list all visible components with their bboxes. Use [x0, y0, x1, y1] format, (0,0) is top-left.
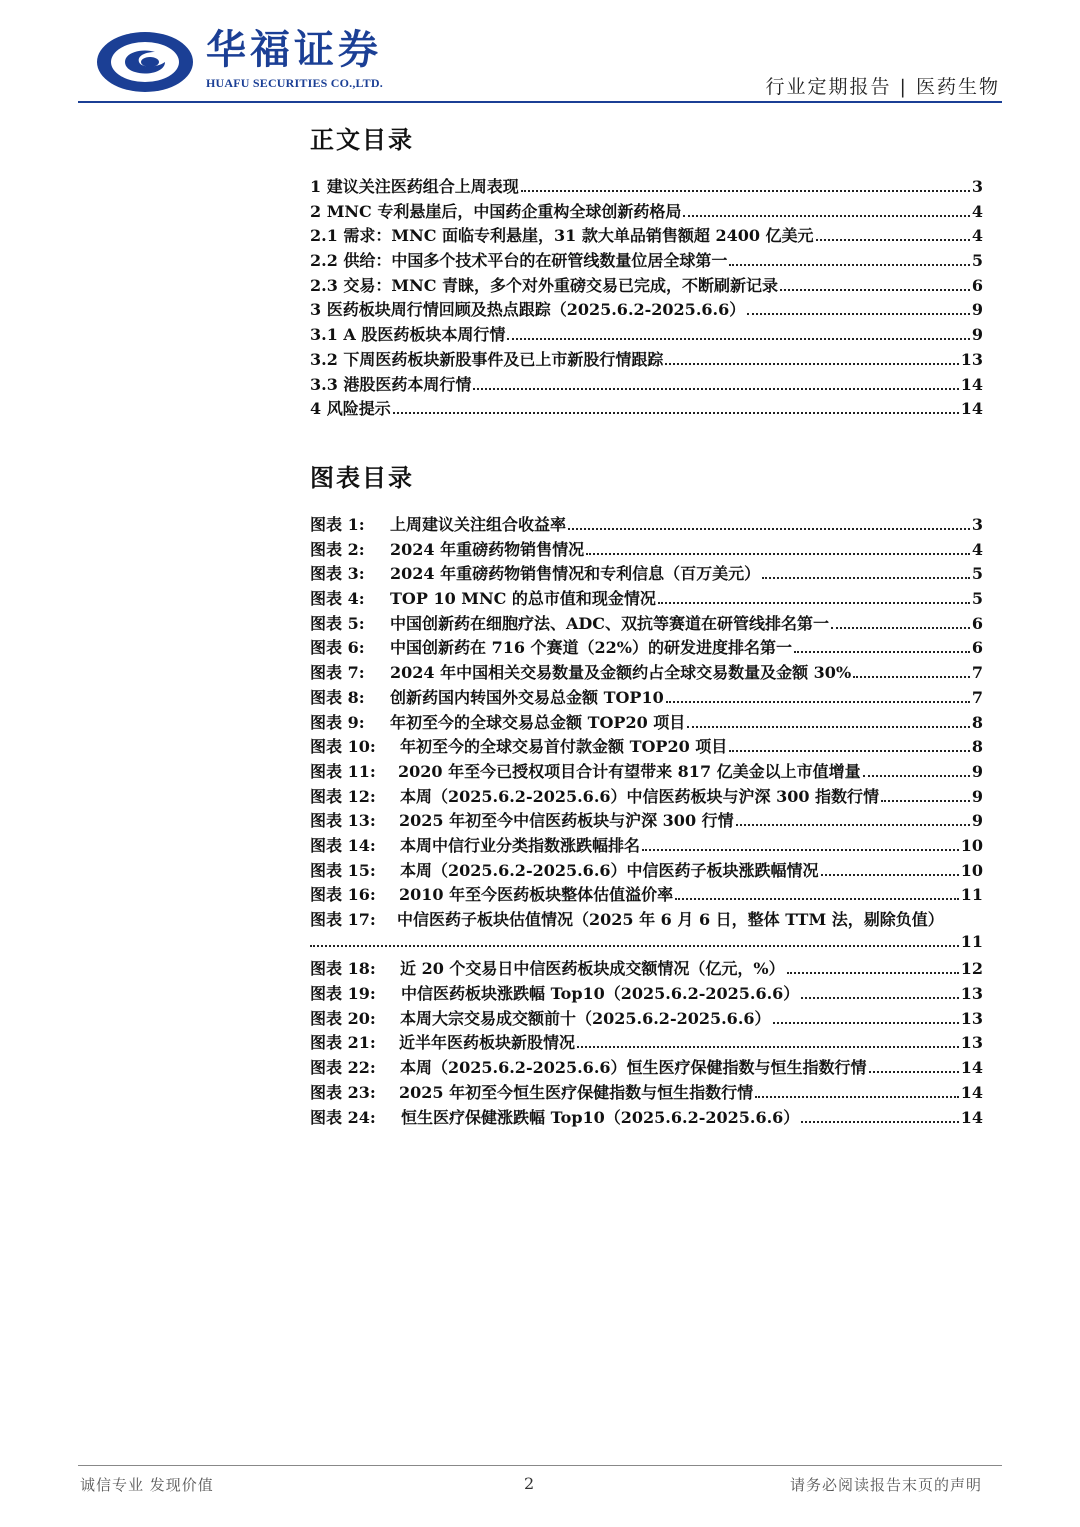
toc-entry[interactable]: [310, 174, 983, 199]
toc-leader: [658, 602, 970, 604]
figure-entry[interactable]: [310, 956, 983, 981]
footer-slogan: 诚信专业 发现价值: [80, 1476, 214, 1494]
figure-number: 图表 8:: [310, 687, 365, 707]
figure-entry-page: 14: [960, 1082, 983, 1102]
report-type-label: 行业定期报告 | 医药生物: [765, 76, 1000, 98]
toc-leader: [747, 313, 970, 315]
figure-toc: [310, 512, 983, 1129]
figure-entry-page: 14: [960, 1107, 983, 1127]
figure-number: 图表 9:: [310, 712, 365, 732]
figure-entry-page: 13: [960, 1033, 983, 1053]
toc-leader: [642, 849, 959, 851]
toc-leader: [755, 1096, 959, 1098]
figure-entry-label: 中国创新药在 716 个赛道（22%）的研发进度排名第一: [390, 638, 793, 658]
figure-toc-title: 图表目录: [310, 463, 414, 492]
figure-entry[interactable]: [310, 660, 983, 685]
figure-entry[interactable]: [310, 635, 983, 660]
figure-entry-page: 10: [960, 860, 983, 880]
figure-entry-label: TOP 10 MNC 的总市值和现金情况: [390, 589, 656, 609]
toc-entry-page: 14: [960, 374, 983, 394]
figure-entry[interactable]: [310, 882, 983, 907]
toc-leader: [473, 388, 958, 390]
figure-entry-page: 8: [971, 712, 983, 732]
toc-leader: [736, 824, 970, 826]
figure-entry[interactable]: [310, 833, 983, 858]
figure-entry[interactable]: [310, 907, 983, 932]
toc-entry[interactable]: [310, 396, 983, 421]
toc-entry-label: 3.1 A 股医药板块本周行情: [310, 325, 506, 345]
figure-number: 图表 13:: [310, 811, 376, 831]
figure-entry-page: 6: [971, 638, 983, 658]
figure-entry-page: 7: [971, 663, 983, 683]
figure-number: 图表 20:: [310, 1008, 376, 1028]
figure-entry[interactable]: [310, 759, 983, 784]
figure-entry-label: 本周中信行业分类指数涨跌幅排名: [400, 835, 641, 855]
huafu-logo-icon: [95, 30, 195, 94]
toc-entry-label: 2.3 交易：MNC 青睐，多个对外重磅交易已完成，不断刷新记录: [310, 275, 779, 295]
figure-number: 图表 22:: [310, 1058, 376, 1078]
company-name-cn: 华福证券: [206, 26, 382, 73]
figure-entry-page: 11: [960, 931, 983, 951]
toc-leader: [863, 775, 970, 777]
toc-entry[interactable]: [310, 248, 983, 273]
toc-entry-page: 9: [971, 325, 983, 345]
figure-entry[interactable]: [310, 808, 983, 833]
figure-entry-page: 3: [971, 515, 983, 534]
figure-entry-label: 本周大宗交易成交额前十（2025.6.2-2025.6.6）: [400, 1008, 771, 1028]
figure-number: 图表 7:: [310, 663, 365, 683]
toc-entry-page: 5: [971, 251, 983, 271]
figure-number: 图表 16:: [310, 885, 376, 905]
figure-entry-label: 中信医药子板块估值情况（2025 年 6 月 6 日，整体 TTM 法，剔除负值）: [397, 910, 944, 929]
figure-entry-page: 5: [971, 589, 983, 609]
page-number: 2: [524, 1474, 535, 1493]
figure-entry-page: 9: [971, 761, 983, 781]
figure-number: 图表 12:: [310, 786, 376, 806]
figure-entry-page: 5: [971, 564, 983, 584]
toc-leader: [801, 1121, 958, 1123]
figure-entry[interactable]: [310, 981, 983, 1006]
toc-leader: [881, 800, 970, 802]
toc-leader: [794, 651, 970, 653]
page-header: [0, 0, 1080, 104]
toc-entry-label: 2.1 需求：MNC 面临专利悬崖，31 款大单品销售额超 2400 亿美元: [310, 226, 814, 246]
figure-entry-label: 年初至今的全球交易首付款金额 TOP20 项目: [400, 737, 728, 757]
figure-entry-page: 10: [960, 835, 983, 855]
figure-entry-label: 2020 年至今已授权项目合计有望带来 817 亿美金以上市值增量: [398, 761, 861, 781]
figure-entry[interactable]: [310, 1055, 983, 1080]
figure-number: 图表 17:: [310, 910, 376, 929]
figure-entry-page: 9: [971, 786, 983, 806]
toc-entry-page: 14: [960, 399, 983, 419]
toc-leader: [665, 363, 958, 365]
figure-number: 图表 23:: [310, 1082, 376, 1102]
figure-entry-page: 13: [960, 984, 983, 1004]
footer-disclaimer: 请务必阅读报告末页的声明: [789, 1476, 982, 1494]
figure-entry-page: 4: [971, 539, 983, 559]
figure-number: 图表 2:: [310, 539, 365, 559]
toc-entry-page: 4: [971, 201, 983, 221]
figure-entry-label: 2010 年至今医药板块整体估值溢价率: [399, 885, 674, 905]
toc-leader: [310, 945, 959, 947]
figure-entry-page: 9: [971, 811, 983, 831]
toc-leader: [816, 239, 970, 241]
toc-entry-page: 4: [971, 226, 983, 246]
toc-leader: [683, 215, 970, 217]
figure-entry[interactable]: [310, 1080, 983, 1105]
figure-number: 图表 6:: [310, 638, 365, 658]
figure-number: 图表 15:: [310, 860, 376, 880]
toc-entry[interactable]: [310, 297, 983, 322]
figure-entry-continued[interactable]: [310, 932, 983, 957]
figure-number: 图表 10:: [310, 737, 376, 757]
toc-leader: [393, 412, 959, 414]
toc-leader: [801, 997, 958, 999]
figure-number: 图表 14:: [310, 835, 376, 855]
figure-entry-label: 本周（2025.6.2-2025.6.6）中信医药板块与沪深 300 指数行情: [400, 786, 880, 806]
toc-entry-page: 6: [971, 275, 983, 295]
figure-entry-label: 恒生医疗保健涨跌幅 Top10（2025.6.2-2025.6.6）: [401, 1107, 800, 1127]
figure-entry-label: 2024 年重磅药物销售情况: [390, 539, 585, 559]
figure-entry[interactable]: [310, 734, 983, 759]
figure-entry[interactable]: [310, 537, 983, 562]
toc-entry-label: 4 风险提示: [310, 399, 391, 419]
figure-entry[interactable]: [310, 710, 983, 735]
toc-leader: [729, 750, 970, 752]
figure-number: 图表 3:: [310, 564, 365, 584]
toc-leader: [687, 726, 970, 728]
figure-entry-label: 2025 年初至今中信医药板块与沪深 300 行情: [399, 811, 734, 831]
figure-entry[interactable]: [310, 685, 983, 710]
figure-entry-page: 12: [960, 959, 983, 979]
figure-entry-label: 中国创新药在细胞疗法、ADC、双抗等赛道在研管线排名第一: [390, 613, 830, 633]
figure-number: 图表 11:: [310, 761, 376, 781]
figure-entry-page: 11: [960, 885, 983, 905]
toc-entry[interactable]: [310, 199, 983, 224]
toc-leader: [729, 264, 969, 266]
figure-entry-label: 创新药国内转国外交易总金额 TOP10: [390, 687, 664, 707]
figure-entry-label: 近 20 个交易日中信医药板块成交额情况（亿元，%）: [400, 959, 785, 979]
figure-entry-label: 中信医药板块涨跌幅 Top10（2025.6.2-2025.6.6）: [401, 984, 800, 1004]
toc-entry-page: 9: [971, 300, 983, 320]
toc-entry-label: 3.3 港股医药本周行情: [310, 374, 472, 394]
toc-leader: [831, 627, 970, 629]
figure-number: 图表 18:: [310, 959, 376, 979]
toc-leader: [586, 553, 970, 555]
toc-leader: [787, 972, 959, 974]
toc-leader: [869, 1071, 959, 1073]
toc-leader: [675, 898, 959, 900]
toc-leader: [568, 528, 970, 530]
toc-entry[interactable]: [310, 322, 983, 347]
figure-entry-label: 2024 年重磅药物销售情况和专利信息（百万美元）: [390, 564, 761, 584]
toc-entry-label: 2.2 供给：中国多个技术平台的在研管线数量位居全球第一: [310, 251, 728, 271]
toc-leader: [773, 1022, 959, 1024]
header-divider: [78, 101, 1002, 103]
toc-entry-label: 3 医药板块周行情回顾及热点跟踪（2025.6.2-2025.6.6）: [310, 300, 746, 320]
figure-number: 图表 4:: [310, 589, 365, 609]
figure-entry-page: 13: [960, 1008, 983, 1028]
figure-entry-label: 2024 年中国相关交易数量及金额约占全球交易数量及金额 30%: [390, 663, 852, 683]
toc-entry-page: 13: [960, 349, 983, 369]
footer-divider: [78, 1465, 1002, 1466]
toc-entry-page: 3: [971, 177, 983, 196]
toc-entry[interactable]: [310, 273, 983, 298]
toc-entry[interactable]: [310, 223, 983, 248]
figure-number: 图表 5:: [310, 613, 365, 633]
figure-entry[interactable]: [310, 1006, 983, 1031]
figure-entry[interactable]: [310, 1030, 983, 1055]
figure-entry[interactable]: [310, 1105, 983, 1130]
figure-entry-label: 本周（2025.6.2-2025.6.6）中信医药子板块涨跌幅情况: [400, 860, 819, 880]
figure-entry[interactable]: [310, 858, 983, 883]
figure-entry[interactable]: [310, 784, 983, 809]
figure-entry-page: 6: [971, 613, 983, 633]
toc-entry[interactable]: [310, 372, 983, 397]
toc-leader: [821, 874, 959, 876]
main-toc: [310, 174, 983, 421]
figure-number: 图表 21:: [310, 1033, 376, 1053]
figure-number: 图表 24:: [310, 1107, 376, 1127]
toc-entry-label: 3.2 下周医药板块新股事件及已上市新股行情跟踪: [310, 349, 664, 369]
figure-entry-page: 14: [960, 1058, 983, 1078]
toc-leader: [507, 338, 969, 340]
toc-leader: [521, 190, 970, 192]
toc-leader: [666, 701, 970, 703]
figure-entry-label: 本周（2025.6.2-2025.6.6）恒生医疗保健指数与恒生指数行情: [400, 1058, 867, 1078]
company-name-en: HUAFU SECURITIES CO.,LTD.: [206, 76, 383, 90]
figure-number: 图表 1:: [310, 515, 365, 534]
toc-leader: [762, 577, 970, 579]
figure-entry[interactable]: [310, 586, 983, 611]
main-toc-title: 正文目录: [310, 125, 414, 154]
figure-number: 图表 19:: [310, 984, 376, 1004]
figure-entry-label: 近半年医药板块新股情况: [399, 1033, 576, 1053]
figure-entry-page: 8: [971, 737, 983, 757]
figure-entry[interactable]: [310, 611, 983, 636]
toc-leader: [780, 289, 970, 291]
figure-entry-label: 年初至今的全球交易总金额 TOP20 项目: [390, 712, 686, 732]
figure-entry[interactable]: [310, 561, 983, 586]
toc-entry[interactable]: [310, 347, 983, 372]
toc-leader: [853, 676, 970, 678]
figure-entry-label: 上周建议关注组合收益率: [390, 515, 567, 534]
figure-entry-label: 2025 年初至今恒生医疗保健指数与恒生指数行情: [399, 1082, 754, 1102]
figure-entry[interactable]: [310, 512, 983, 537]
toc-leader: [577, 1046, 959, 1048]
toc-entry-label: 2 MNC 专利悬崖后，中国药企重构全球创新药格局: [310, 201, 682, 221]
toc-entry-label: 1 建议关注医药组合上周表现: [310, 177, 519, 196]
figure-entry-page: 7: [971, 687, 983, 707]
